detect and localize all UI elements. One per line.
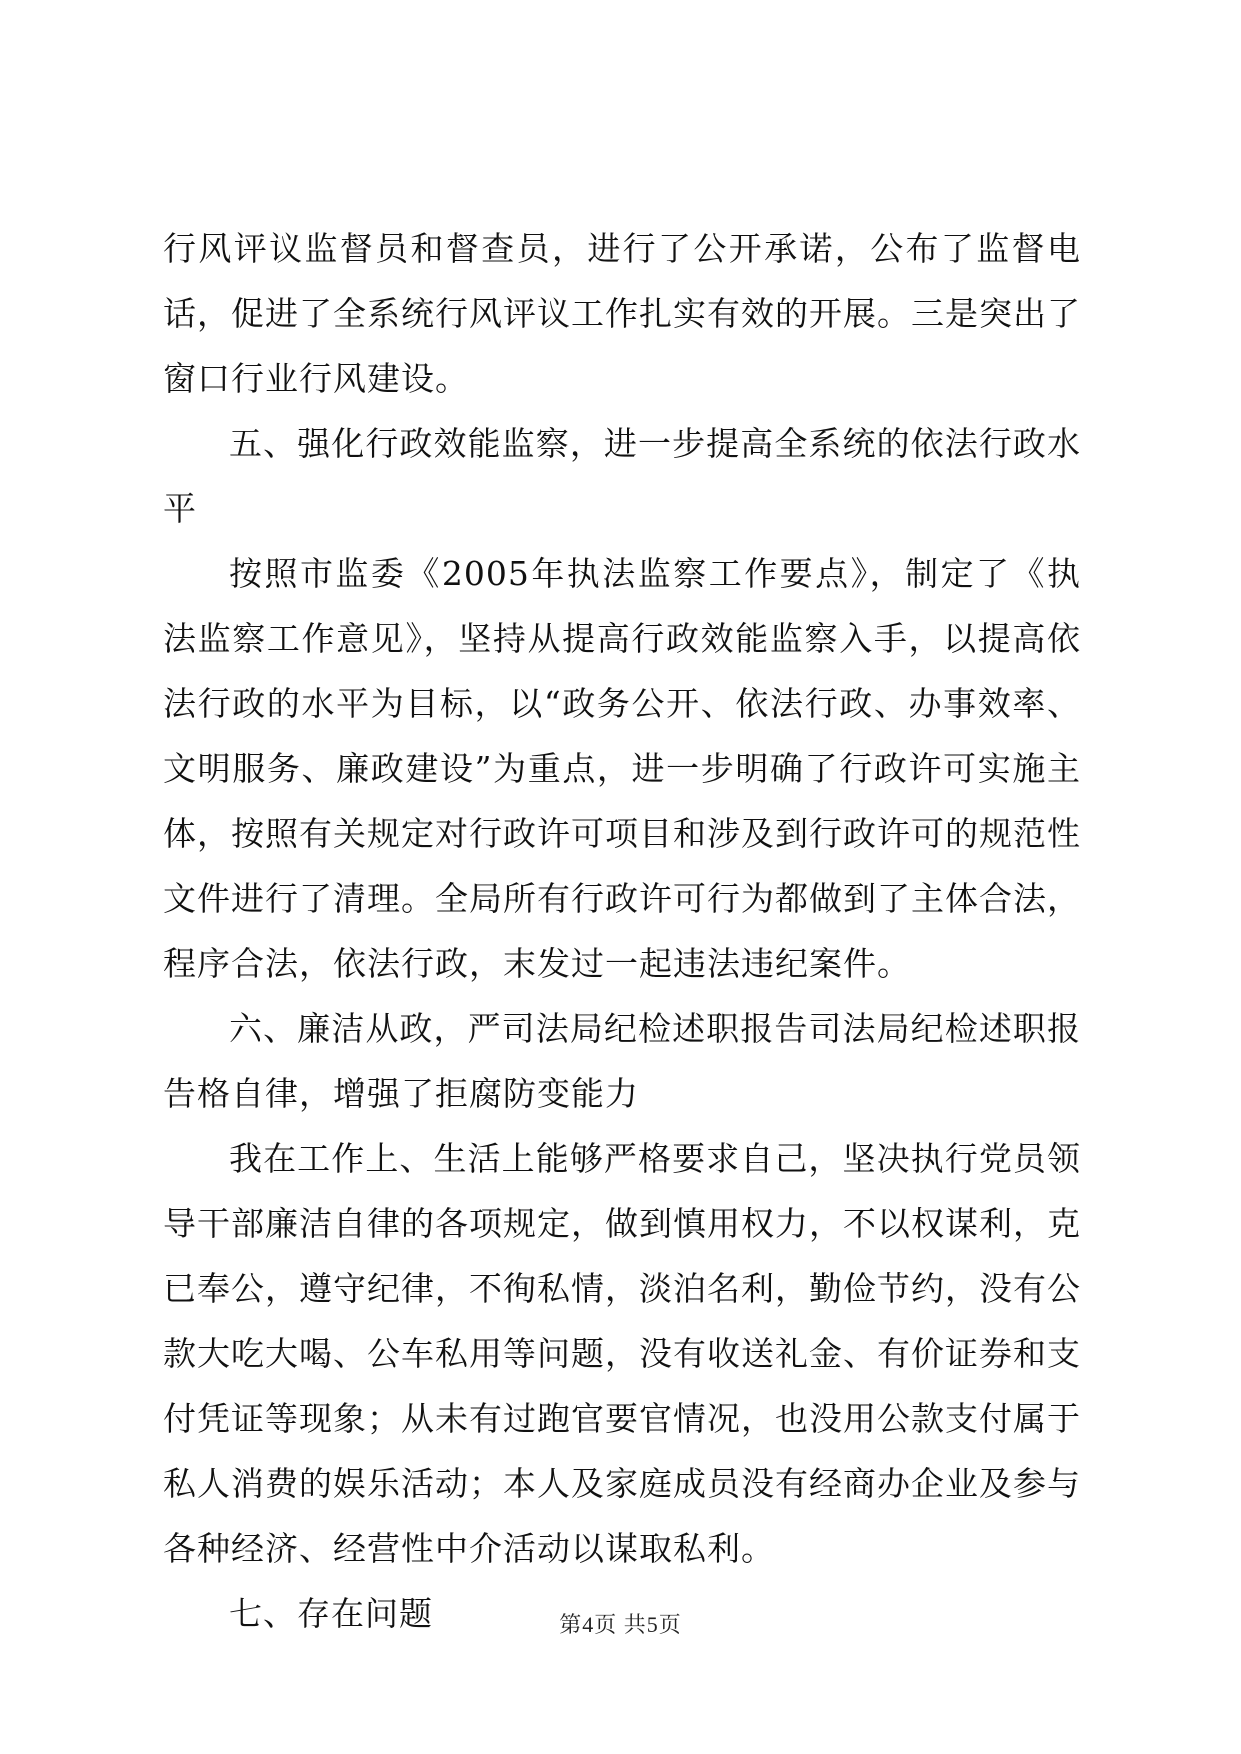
paragraph-section-6: 我在工作上、生活上能够严格要求自己，坚决执行党员领导干部廉洁自律的各项规定，做到慎用权力，不以权谋利，克已奉公，遵守纪律，不徇私情，淡泊名利，勤俭节约，没有公款大吃大喝、公车私用等问题，没有收送礼金、有价证券和支付凭证等现象；从未有过跑官要官情况，也没用公款支付属于私人消费的娱乐活动；本人及家庭成员没有经商办企业及参与各种经济、经营性中介活动以谋取私利。 xyxy=(163,1139,1081,1568)
section-heading-6: 六、廉洁从政，严司法局纪检述职报告司法局纪检述职报告格自律，增强了拒腐防变能力 xyxy=(163,1009,1081,1113)
page-number-footer: 第4页 共5页 xyxy=(559,1612,682,1637)
section-heading-5: 五、强化行政效能监察，进一步提高全系统的依法行政水平 xyxy=(163,424,1081,528)
document-body xyxy=(163,216,1081,1646)
paragraph-section-5: 按照市监委《2005年执法监察工作要点》，制定了《执法监察工作意见》，坚持从提高行政效能监察入手，以提高依法行政的水平为目标，以“政务公开、依法行政、办事效率、文明服务、廉政建设”为重点，进一步明确了行政许可实施主体，按照有关规定对行政许可项目和涉及到行政许可的规范性文件进行了清理。全局所有行政许可行为都做到了主体合法，程序合法，依法行政，末发过一起违法违纪案件。 xyxy=(163,554,1081,983)
paragraph-continuation: 行风评议监督员和督查员，进行了公开承诺，公布了监督电话，促进了全系统行风评议工作扎实有效的开展。三是突出了窗口行业行风建设。 xyxy=(163,229,1081,398)
section-heading-7: 七、存在问题 xyxy=(229,1594,433,1633)
